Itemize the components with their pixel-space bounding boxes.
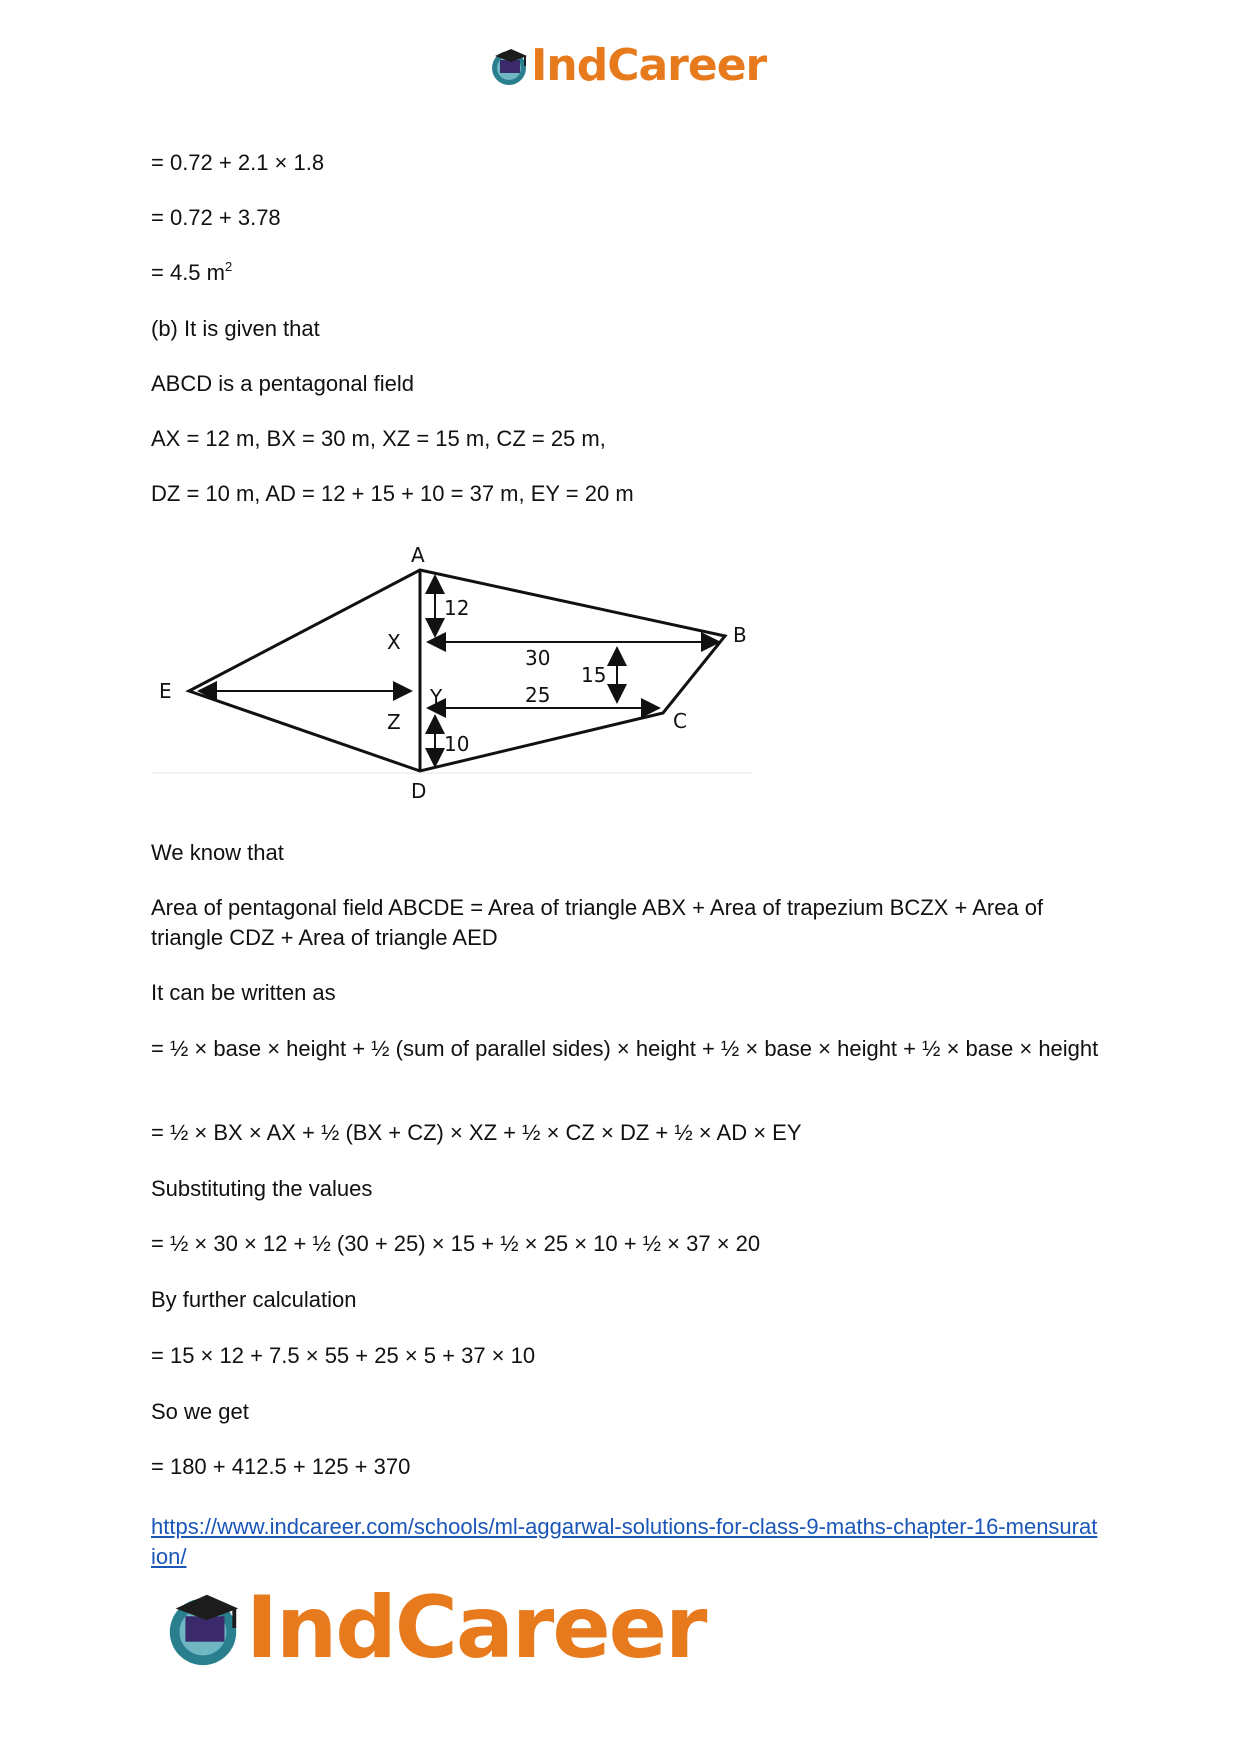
symbolic-formula: = ½ × BX × AX + ½ (BX + CZ) × XZ + ½ × CZ × DZ + ½ × AD × EY [151,1120,802,1145]
source-link[interactable]: https://www.indcareer.com/schools/ml-aggarwal-solutions-for-class-9-maths-chapter-16-mensuration/ [151,1514,1098,1569]
calc-line-3-main: = 4.5 m [151,260,225,285]
graduate-globe-icon [487,44,531,88]
vertex-label-d: D [411,779,427,803]
text-further-calc: By further calculation [151,1287,357,1312]
pentagon-figure [151,538,751,813]
calc-line-3 [151,258,232,288]
calc-sum: = 180 + 412.5 + 125 + 370 [151,1454,411,1479]
area-formula-statement: Area of pentagonal field ABCDE = Area of triangle ABX + Area of trapezium BCZX + Area of triangle CDZ + Area of triangle AED [151,895,1044,950]
vertex-label-b: B [733,623,747,647]
measure-label-12: 12 [444,596,470,620]
measure-label-30: 30 [525,646,551,670]
given-line-1: ABCD is a pentagonal field [151,371,414,396]
point-label-y: Y [430,685,443,709]
text-substituting: Substituting the values [151,1176,373,1201]
part-b-heading: (b) It is given that [151,316,320,341]
general-formula: = ½ × base × height + ½ (sum of parallel sides) × height + ½ × base × height + ½ × base × height [151,1036,1099,1061]
vertex-label-e: E [159,679,172,703]
logo-wordmark: IndCareer [531,40,767,91]
text-we-know: We know that [151,840,284,865]
logo-wordmark: IndCareer [246,1578,706,1678]
vertex-label-a: A [411,543,425,567]
calc-step: = 15 × 12 + 7.5 × 55 + 25 × 5 + 37 × 10 [151,1343,536,1368]
footer-logo [160,1578,705,1678]
calc-line-2: = 0.72 + 3.78 [151,205,281,230]
substituted-formula: = ½ × 30 × 12 + ½ (30 + 25) × 15 + ½ × 25 × 10 + ½ × 37 × 20 [151,1231,761,1256]
calc-line-1: = 0.72 + 2.1 × 1.8 [151,150,325,175]
header-logo [487,40,766,91]
graduate-globe-icon [160,1585,246,1671]
point-label-x: X [387,630,401,654]
pentagon-diagram [151,538,751,808]
text-so-we-get: So we get [151,1399,249,1424]
text-written-as: It can be written as [151,980,336,1005]
vertex-label-c: C [673,709,687,733]
measure-label-25: 25 [525,683,551,707]
point-label-z: Z [387,710,401,734]
given-line-2: AX = 12 m, BX = 30 m, XZ = 15 m, CZ = 25 m, [151,426,606,451]
measure-label-10: 10 [444,732,470,756]
measure-label-15: 15 [581,663,607,687]
superscript: 2 [224,259,233,274]
given-line-3: DZ = 10 m, AD = 12 + 15 + 10 = 37 m, EY = 20 m [151,481,634,506]
